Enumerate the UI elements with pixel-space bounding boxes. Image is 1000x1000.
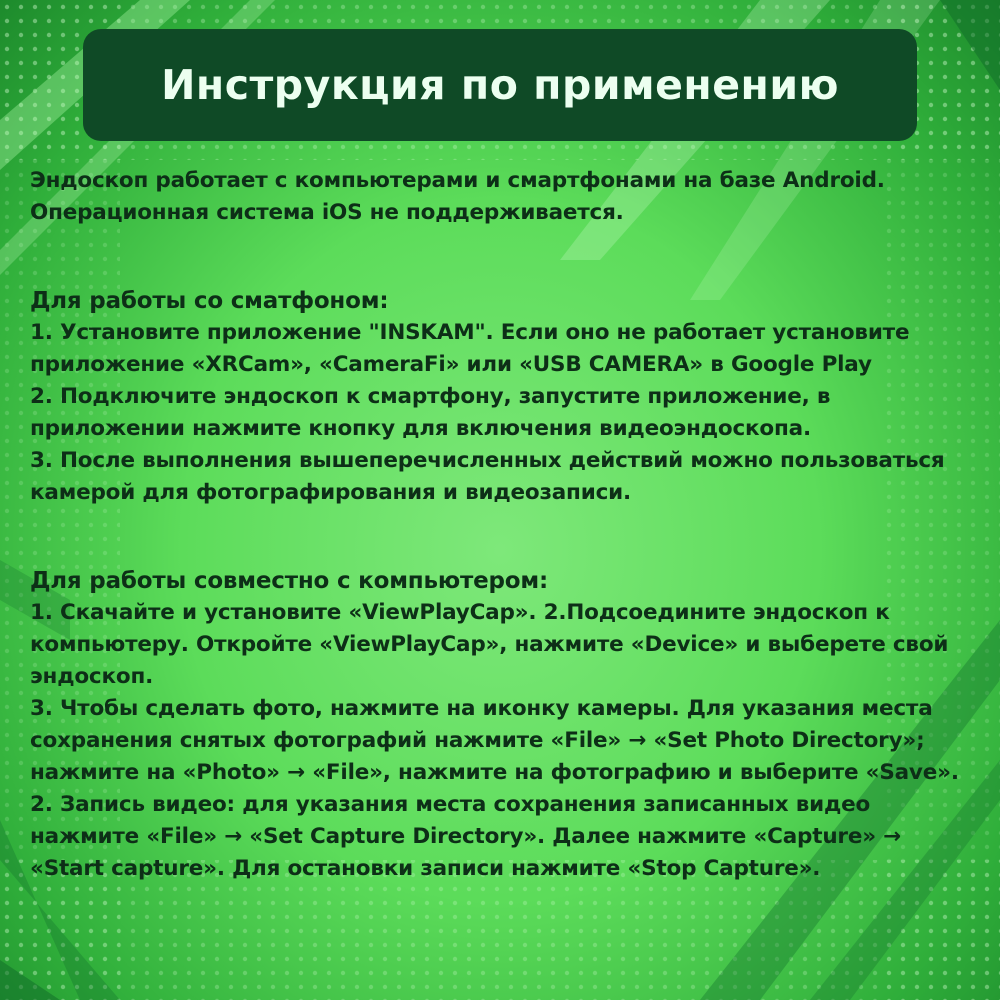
- smartphone-step: 3. После выполнения вышеперечисленных действий можно пользоваться камерой для фотографирования и видеозаписи.: [30, 448, 945, 505]
- spacer: [30, 509, 970, 565]
- smartphone-step: 2. Подключите эндоскоп к смартфону, запустите приложение, в приложении нажмите кнопку для включения видеоэндоскопа.: [30, 384, 831, 441]
- title-banner: [83, 29, 917, 141]
- computer-heading: Для работы совместно с компьютером:: [30, 568, 548, 594]
- instruction-text: [30, 165, 970, 885]
- intro-paragraph: Эндоскоп работает с компьютерами и смартфонами на базе Android. Операционная система iOS не поддерживается.: [30, 168, 885, 225]
- computer-step: 3. Чтобы сделать фото, нажмите на иконку камеры. Для указания места сохранения снятых фотографий нажмите «File» → «Set Photo Directory»; нажмите на «Photo» → «File», нажмите на фотографию и выберите «Save». 2. Запись видео: для указания места сохранения записанных видео нажмите «File» → «Set Capture Directory». Далее нажмите «Capture» → «Start capture». Для остановки записи нажмите «Stop Capture».: [30, 696, 959, 881]
- smartphone-heading: Для работы со сматфоном:: [30, 288, 389, 314]
- page-title: Инструкция по применению: [161, 61, 839, 109]
- smartphone-step: 1. Установите приложение "INSKAM". Если оно не работает установите приложение «XRCam», «CameraFi» или «USB CAMERA» в Google Play: [30, 320, 910, 377]
- spacer: [30, 229, 970, 285]
- computer-step: 1. Скачайте и установите «ViewPlayCap». 2.Подсоедините эндоскоп к компьютеру. Откройте «ViewPlayCap», нажмите «Device» и выберете свой эндоскоп.: [30, 600, 949, 689]
